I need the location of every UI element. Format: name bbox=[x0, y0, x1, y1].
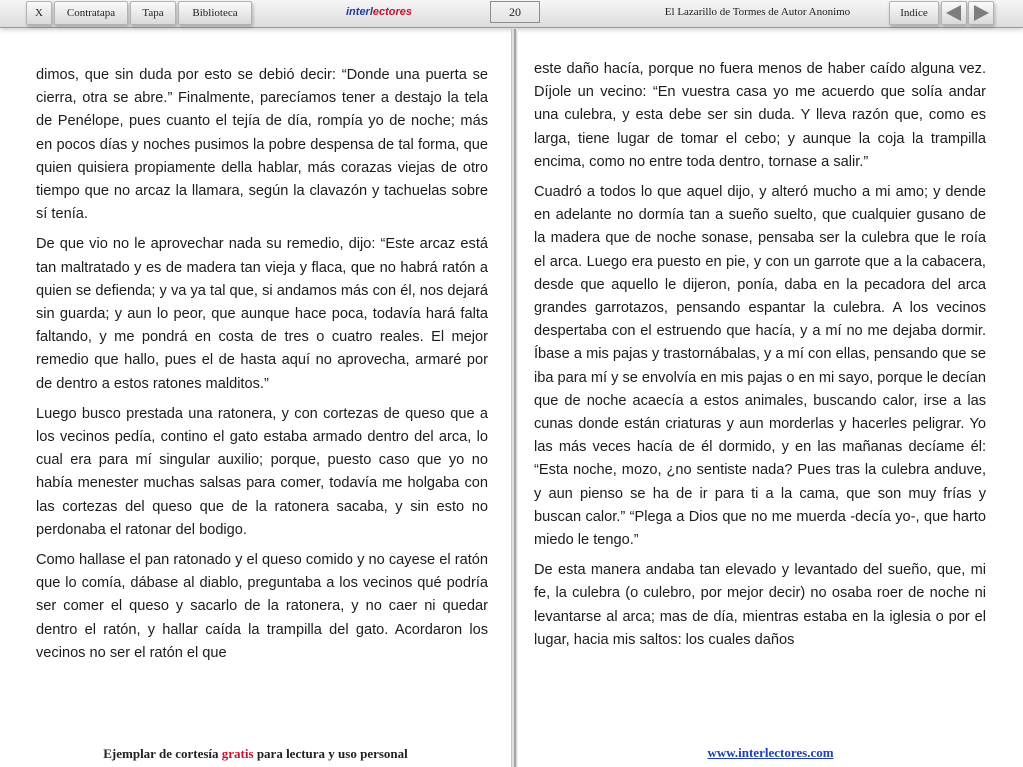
footer-gratis: gratis bbox=[221, 746, 254, 761]
brand-logo bbox=[346, 6, 412, 18]
next-page-button[interactable] bbox=[968, 1, 994, 25]
right-page bbox=[534, 58, 986, 659]
index-button[interactable]: Indice bbox=[889, 1, 939, 25]
close-button[interactable]: X bbox=[26, 1, 52, 25]
biblioteca-button[interactable]: Biblioteca bbox=[178, 1, 252, 25]
footer-text-pre: Ejemplar de cortesía bbox=[103, 746, 219, 761]
triangle-left-icon bbox=[944, 4, 964, 22]
website-link[interactable]: www.interlectores.com bbox=[707, 745, 834, 760]
brand-part-2: ectores bbox=[372, 6, 413, 18]
triangle-right-icon bbox=[971, 4, 991, 22]
book-spine-divider bbox=[511, 29, 518, 767]
paragraph: este daño hacía, porque no fuera menos de haber caído alguna vez. Díjole un vecino: “En vuestra casa yo me acuerdo que solía andar una culebra, y esta debe ser sin duda. Y lleva razón que, como es larga, tiene lugar de tomar el cebo; y aunque la coja la trampilla encima, como no entre toda dentro, tornase a salir.” bbox=[534, 61, 986, 170]
paragraph: De que vio no le aprovechar nada su remedio, dijo: “Este arcaz está tan maltratado y es de madera tan vieja y flaca, que no habrá ratón a quien se defienda; y va ya tal que, si andamos más con él, nos dejará sin guarda; y aun lo peor, que aunque hace poca, todavía hará falta faltando, y me pondrá en costa de tres o cuatro reales. El mejor remedio que hallo, pues el de hasta aquí no aprovecha, armaré por de dentro a estos ratones malditos.” bbox=[36, 236, 488, 392]
contratapa-button[interactable]: Contratapa bbox=[54, 1, 128, 25]
paragraph: Luego busco prestada una ratonera, y con cortezas de queso que a los vecinos pedía, contino el gato estaba armado dentro del arca, lo cual era para mí singular auxilio; porque, puesto caso que yo no había menester muchas salsas para comer, todavía me holgaba con las cortezas del queso que de la ratonera sacaba, y sin esto no perdonaba el ratonar del bodigo. bbox=[36, 405, 488, 538]
page-number-field[interactable]: 20 bbox=[490, 1, 540, 23]
book-title: El Lazarillo de Tormes de Autor Anonimo bbox=[664, 6, 851, 18]
footer-text-post: para lectura y uso personal bbox=[256, 746, 408, 761]
paragraph: Cuadró a todos lo que aquel dijo, y alteró mucho a mi amo; y dende en adelante no dormía tan a sueño suelto, que cualquier gusano de la madera que de noche sonase, pensaba ser la culebra que le roía el arca. Luego era puesto en pie, y con un garrote que a la cabacera, desde que aquello le dijeron, ponía, daba en la pecadora del arca grandes garrotazos, pensando espantar la culebra. A los vecinos despertaba con el estruendo que hacía, y a mí no me dejaba dormir. Íbase a mis pajas y trastornábalas, y a mí con ellas, pensando que se iba para mí y se envolvía en mis pajas o en mi sayo, porque le decían que de noche acaecía a estos animales, buscando calor, irse a las cunas donde están criaturas y aun morderlas y hacerles peligrar. Yo las más veces hacía de él dormido, y en las mañanas decíame él: “Esta noche, mozo, ¿no sentiste nada? Pues tras la culebra anduve, y aun pienso se ha de ir para ti a la cama, que son muy frías y buscan calor.” “Plega a Dios que no me muerda -decía yo-, que harto miedo le tengo.” bbox=[534, 184, 986, 549]
top-toolbar bbox=[0, 0, 1023, 28]
brand-part-1: interl bbox=[346, 6, 373, 18]
paragraph: De esta manera andaba tan elevado y levantado del sueño, que, mi fe, la culebra (o culebro, por mejor decir) no osaba roer de noche ni levantarse al arca; mas de día, mientras estaba en la iglesia o por el lugar, hacia mis saltos: los cuales daños bbox=[534, 562, 986, 648]
paragraph: dimos, que sin duda por esto se debió decir: “Donde una puerta se cierra, otra se abre.” Finalmente, parecíamos tener a destajo la tela de Penélope, pues cuanto el tejía de día, rompía yo de noche; más en pocos días y noches pusimos la pobre despensa de tal forma, que quien quisiera propiamente della hablar, más corazas viejas de otro tiempo que no arcaz la llamara, según la clavazón y tachuelas sobre sí tenía. bbox=[36, 67, 488, 223]
tapa-button[interactable]: Tapa bbox=[130, 1, 176, 25]
left-page bbox=[36, 64, 488, 672]
prev-page-button[interactable] bbox=[941, 1, 967, 25]
courtesy-footer bbox=[0, 746, 511, 762]
paragraph: Como hallase el pan ratonado y el queso comido y no cayese el ratón que lo comía, dábase al diablo, preguntaba a los vecinos qué podría ser comer el queso y sacarlo de la ratonera, y no caer ni quedar dentro el ratón, y hallar caída la trampilla del gato. Acordaron los vecinos no ser el ratón el que bbox=[36, 552, 488, 661]
